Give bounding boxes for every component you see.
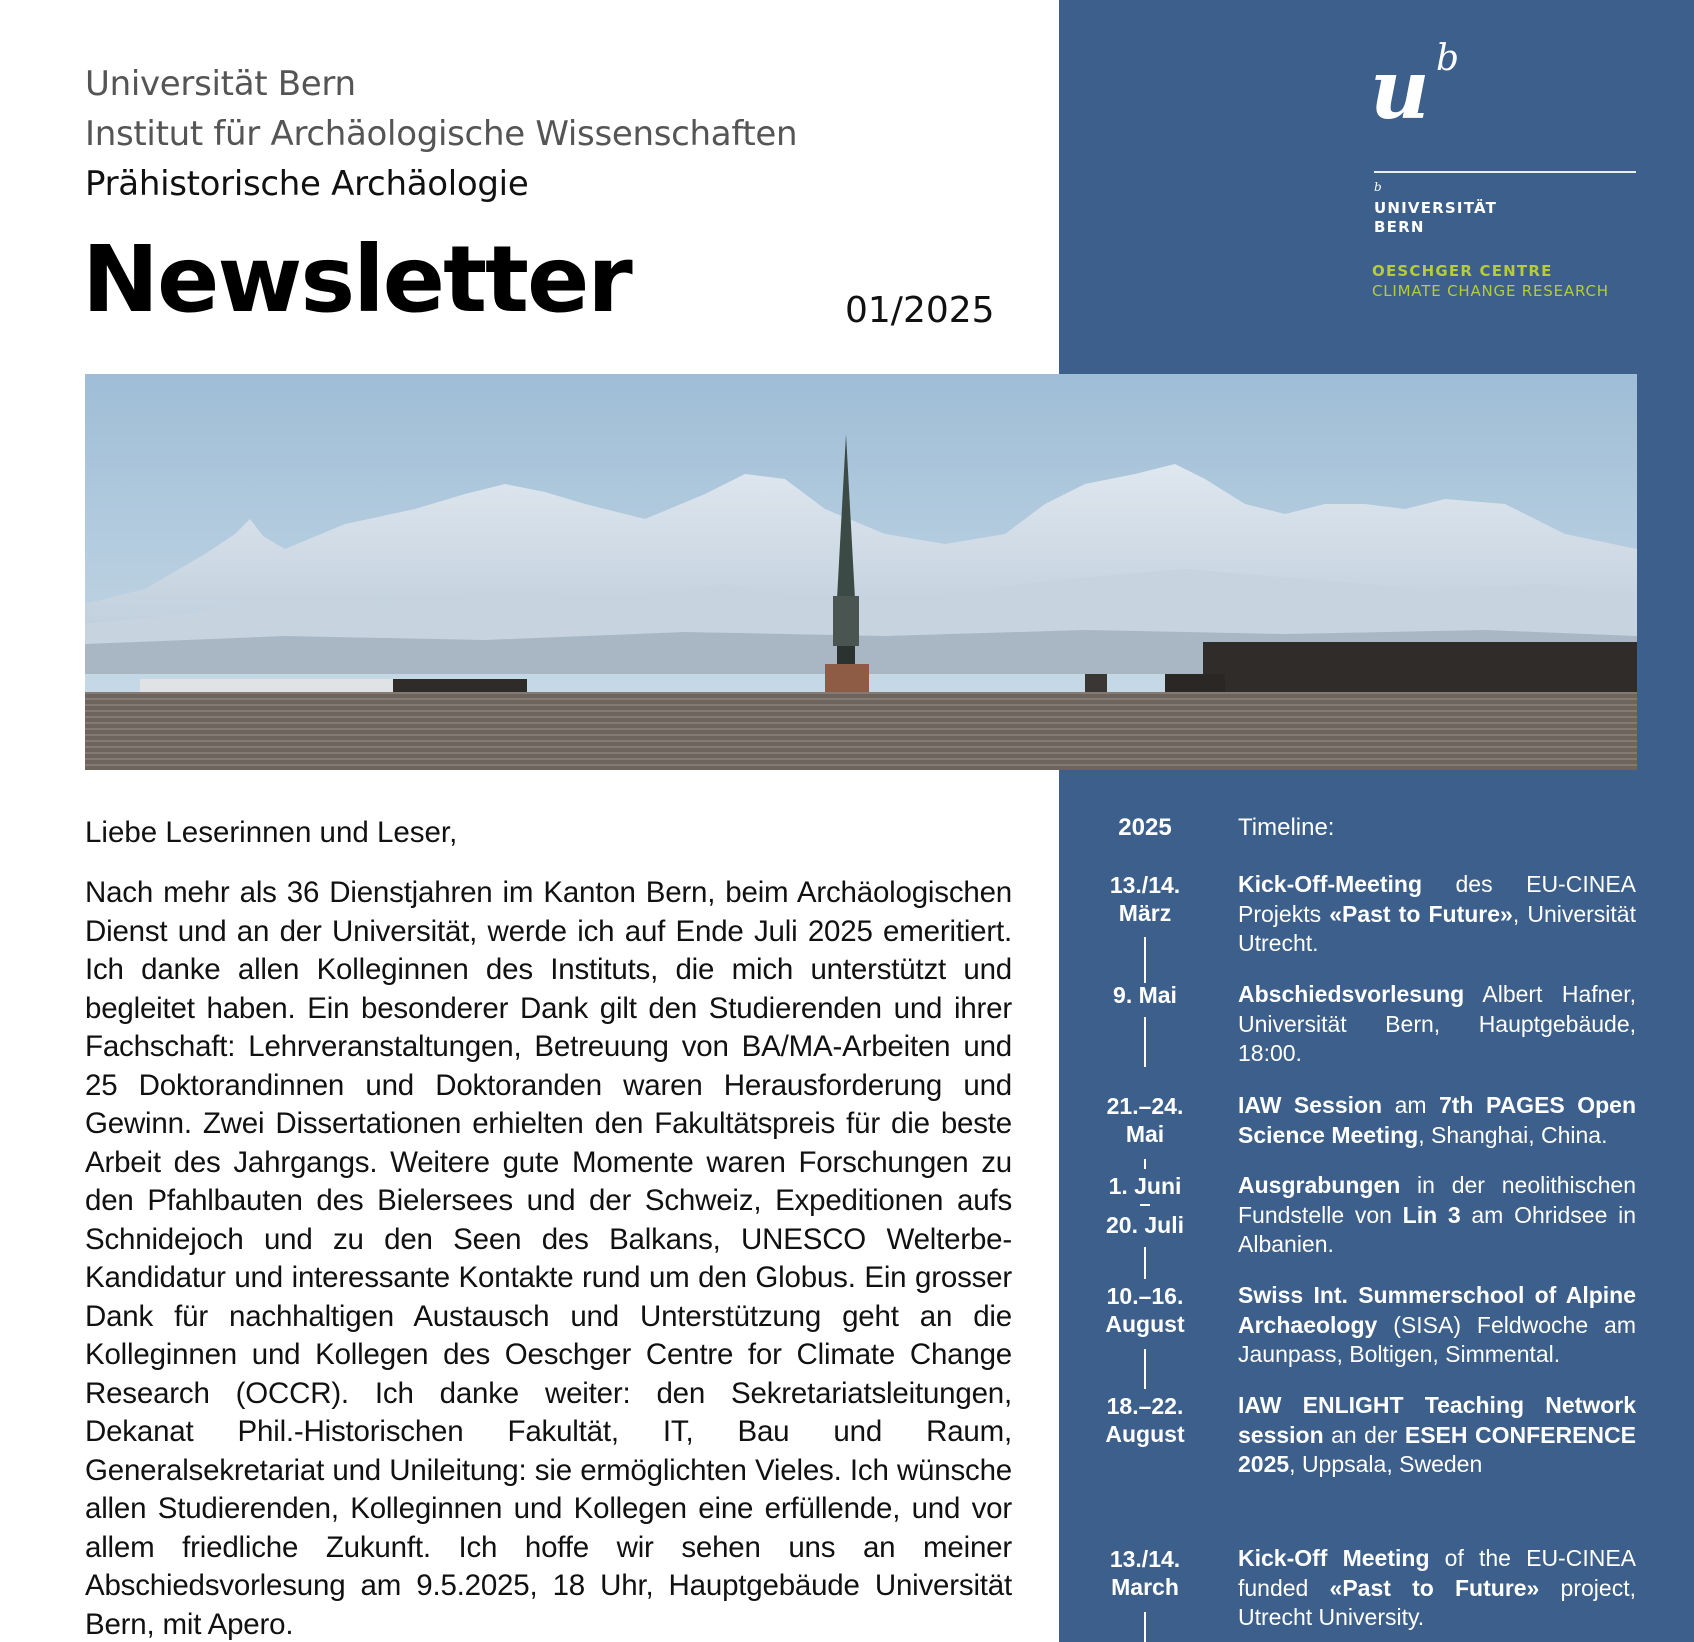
timeline-date: 20. Juli — [1106, 1212, 1184, 1238]
timeline-connector — [1144, 1349, 1146, 1389]
timeline-connector — [1144, 937, 1146, 983]
timeline-entry-text: Ausgrabungen in der neolithischen Fundstelle von Lin 3 am Ohridsee in Albanien. — [1238, 1172, 1637, 1257]
timeline-entry-text: Kick-Off-Meeting des EU-CINEA Projekts «Past to Future», Universität Utrecht. — [1238, 871, 1636, 956]
department-name: Prähistorische Archäologie — [85, 164, 529, 204]
logo-university-name — [1374, 199, 1574, 237]
timeline-date: 13./14. March — [1109, 1546, 1181, 1600]
logo-line-2: BERN — [1374, 218, 1425, 236]
timeline-year: 2025 — [1118, 814, 1172, 841]
timeline-connector — [1144, 1612, 1146, 1642]
timeline-date: 9. Mai — [1113, 982, 1177, 1008]
timeline-heading: Timeline: — [1238, 814, 1335, 841]
letter-greeting: Liebe Leserinnen und Leser, — [85, 816, 458, 849]
timeline-date: 18.–22. August — [1105, 1393, 1185, 1447]
svg-text:b: b — [1436, 40, 1460, 79]
occr-name-line-1: OESCHGER CENTRE — [1372, 262, 1553, 280]
logo-divider — [1374, 171, 1636, 173]
timeline-date: 10.–16. August — [1105, 1283, 1185, 1337]
page-title: Newsletter — [82, 226, 631, 333]
letter-body: Nach mehr als 36 Dienstjahren im Kanton Bern, beim Archäologischen Dienst und an der Universität, werde ich auf Ende Juli 2025 emeritiert. Ich danke allen Kolleginnen des Instituts, die mich unterstützt und begleitet haben. Ein besonderer Dank gilt den Studierenden und ihrer Fachschaft: Lehrveranstaltungen, Betreuung von BA/MA-Arbeiten und 25 Doktorandinnen und Doktoranden waren Herausforderung und Gewinn. Zwei Dissertationen erhielten den Fakultätspreis für die beste Arbeit des Jahrgangs. Weitere gute Momente waren Forschungen zu den Pfahlbauten des Bielersees und der Schweiz, Expeditionen aufs Schnidejoch und zu den Seen des Balkans, UNESCO Welterbe-Kandidatur und interessante Kontakte rund um den Globus. Ein grosser Dank für nachhaltigen Austausch und Unterstützung geht an die Kolleginnen und Kollegen des Oeschger Centre for Climate Change Research (OCCR). Ich danke weiter: den Sekretariatsleitungen, Dekanat Phil.-Historischen Fakultät, IT, Bau und Raum, Generalsekretariat und Unileitung: sie ermöglichten Vieles. Ich wünsche allen Studierenden, Kolleginnen und Kollegen eine erfüllende, und vor allem friedliche Zukunft. Ich hoffe wir sehen uns an meiner Abschiedsvorlesung am 9.5.2025, 18 Uhr, Hauptgebäude Universität Bern, mit Apero. — [85, 876, 1012, 1641]
timeline-connector — [1144, 1247, 1146, 1279]
university-logo-icon — [1370, 40, 1470, 130]
svg-text:u: u — [1370, 42, 1430, 130]
institute-name: Institut für Archäologische Wissenschaften — [85, 114, 798, 154]
timeline-date: 13./14. März — [1109, 872, 1181, 926]
timeline-entry-text: Abschiedsvorlesung Albert Hafner, Universität Bern, Hauptgebäude, 18:00. — [1238, 981, 1636, 1066]
timeline-entry-text: Kick-Off Meeting of the EU-CINEA funded «Past to Future» project, Utrecht University. — [1238, 1545, 1636, 1630]
issue-number: 01/2025 — [845, 290, 995, 331]
timeline-entry-text: Swiss Int. Summerschool of Alpine Archaeology (SISA) Feldwoche am Jaunpass, Boltigen, Simmental. — [1238, 1282, 1636, 1367]
timeline-date: 1. Juni — [1108, 1173, 1182, 1199]
logo-small-b: b — [1374, 180, 1382, 194]
timeline-connector — [1144, 1017, 1146, 1067]
university-name: Universität Bern — [85, 64, 356, 104]
logo-line-1: UNIVERSITÄT — [1374, 199, 1498, 217]
timeline-date: 21.–24. Mai — [1106, 1093, 1184, 1147]
editorial-letter — [85, 814, 1012, 1642]
timeline-entry-text: IAW ENLIGHT Teaching Network session an der ESEH CONFERENCE 2025, Uppsala, Sweden — [1238, 1392, 1636, 1477]
timeline-entry-text: IAW Session am 7th PAGES Open Science Meeting, Shanghai, China. — [1238, 1092, 1636, 1148]
alpine-panorama-photo — [85, 374, 1637, 770]
date-range-dash — [1140, 1204, 1150, 1206]
occr-name-line-2: CLIMATE CHANGE RESEARCH — [1372, 282, 1609, 300]
timeline-connector — [1144, 1159, 1146, 1169]
